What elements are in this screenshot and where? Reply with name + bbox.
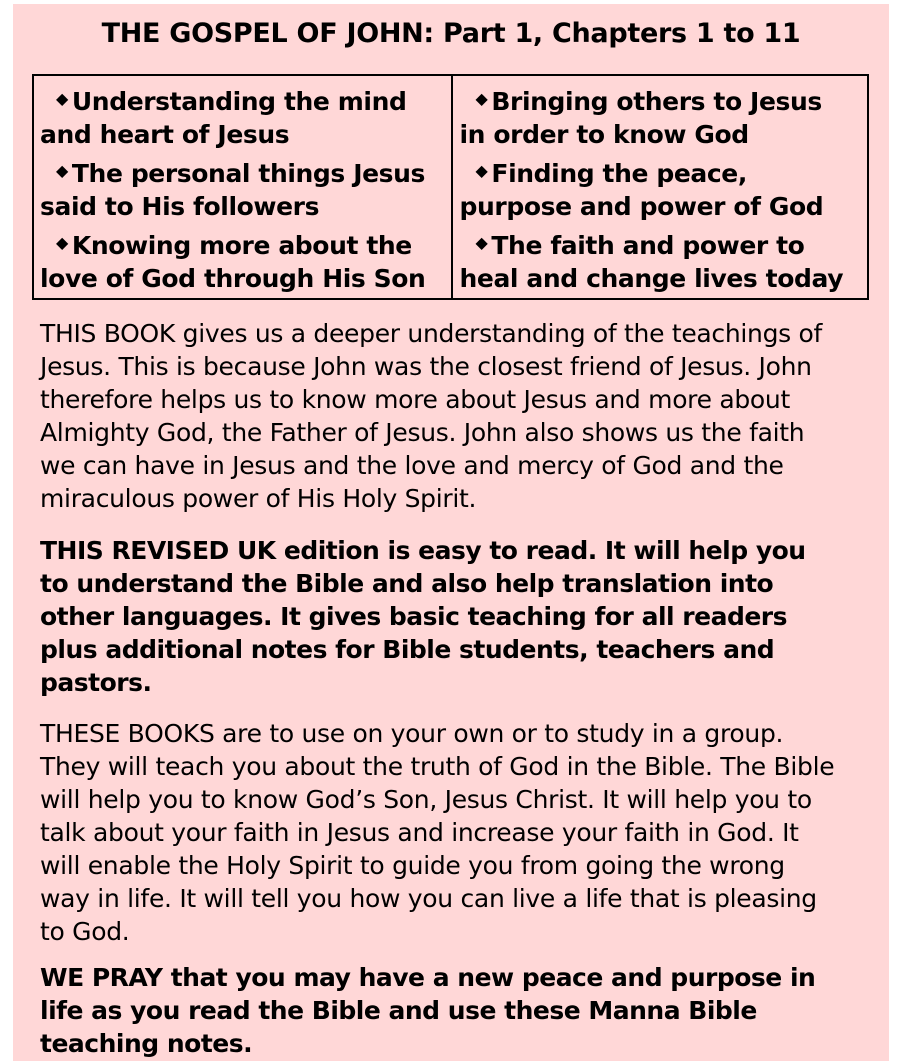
bullet-item — [40, 82, 451, 151]
bullet-column-right — [451, 76, 868, 298]
diamond-bullet-icon: ◆ — [56, 161, 68, 180]
paragraph-line: will enable the Holy Spirit to guide you from going the wrong — [40, 851, 785, 880]
intro-paragraph — [40, 317, 870, 515]
bullet-item — [460, 82, 868, 151]
diamond-bullet-icon: ◆ — [475, 161, 488, 180]
bullet-line: and heart of Jesus — [40, 120, 290, 149]
paragraph-line: pastors. — [40, 668, 152, 697]
paragraph-line: THIS BOOK gives us a deeper understanding of the teachings of — [40, 319, 823, 348]
bullet-item — [460, 226, 868, 295]
paragraph-line: we can have in Jesus and the love and mercy of God and the — [40, 451, 784, 480]
book-cover-back — [13, 4, 889, 1061]
bullet-line: love of God through His Son — [40, 264, 426, 293]
books-paragraph — [40, 717, 870, 948]
prayer-paragraph — [40, 961, 870, 1060]
paragraph-line: will help you to know God’s Son, Jesus Christ. It will help you to — [40, 785, 812, 814]
paragraph-line: therefore helps us to know more about Jesus and more about — [40, 385, 790, 414]
paragraph-line: They will teach you about the truth of God in the Bible. The Bible — [40, 752, 835, 781]
paragraph-line: talk about your faith in Jesus and increase your faith in God. It — [40, 818, 799, 847]
paragraph-line: life as you read the Bible and use these Manna Bible — [40, 996, 757, 1025]
bullet-line: The faith and power to — [491, 231, 805, 260]
diamond-bullet-icon: ◆ — [475, 89, 488, 108]
paragraph-line: THIS REVISED UK edition is easy to read. It will help you — [40, 536, 806, 565]
paragraph-line: way in life. It will tell you how you can live a life that is pleasing — [40, 884, 817, 913]
diamond-bullet-icon: ◆ — [56, 233, 68, 252]
paragraph-line: WE PRAY that you may have a new peace and purpose in — [40, 963, 816, 992]
bullet-line: heal and change lives today — [459, 264, 844, 293]
bullet-line: Understanding the mind — [71, 87, 407, 116]
bullet-line: Knowing more about the — [71, 231, 412, 260]
bullet-line: The personal things Jesus — [71, 159, 426, 188]
paragraph-line: plus additional notes for Bible students, teachers and — [40, 635, 775, 664]
paragraph-line: Jesus. This is because John was the closest friend of Jesus. John — [40, 352, 812, 381]
paragraph-line: miraculous power of His Holy Spirit. — [40, 484, 477, 513]
bullet-item — [40, 226, 451, 295]
bullet-item — [40, 154, 451, 223]
edition-paragraph — [40, 534, 870, 699]
diamond-bullet-icon: ◆ — [475, 233, 488, 252]
bullet-item — [460, 154, 868, 223]
bullet-line: Bringing others to Jesus — [491, 87, 822, 116]
paragraph-line: teaching notes. — [40, 1029, 253, 1058]
diamond-bullet-icon: ◆ — [56, 89, 68, 108]
bullet-line: Finding the peace, — [491, 159, 747, 188]
paragraph-line: to God. — [40, 917, 130, 946]
paragraph-line: other languages. It gives basic teaching for all readers — [40, 602, 788, 631]
page-title: THE GOSPEL OF JOHN: Part 1, Chapters 1 to 11 — [101, 18, 801, 49]
paragraph-line: to understand the Bible and also help translation into — [40, 569, 774, 598]
bullet-line: said to His followers — [40, 192, 320, 221]
feature-bullet-box — [32, 74, 869, 300]
bullet-line: in order to know God — [459, 120, 749, 149]
bullet-line: purpose and power of God — [459, 192, 824, 221]
paragraph-line: Almighty God, the Father of Jesus. John also shows us the faith — [40, 418, 805, 447]
bullet-column-left — [34, 76, 451, 298]
paragraph-line: THESE BOOKS are to use on your own or to study in a group. — [40, 719, 784, 748]
